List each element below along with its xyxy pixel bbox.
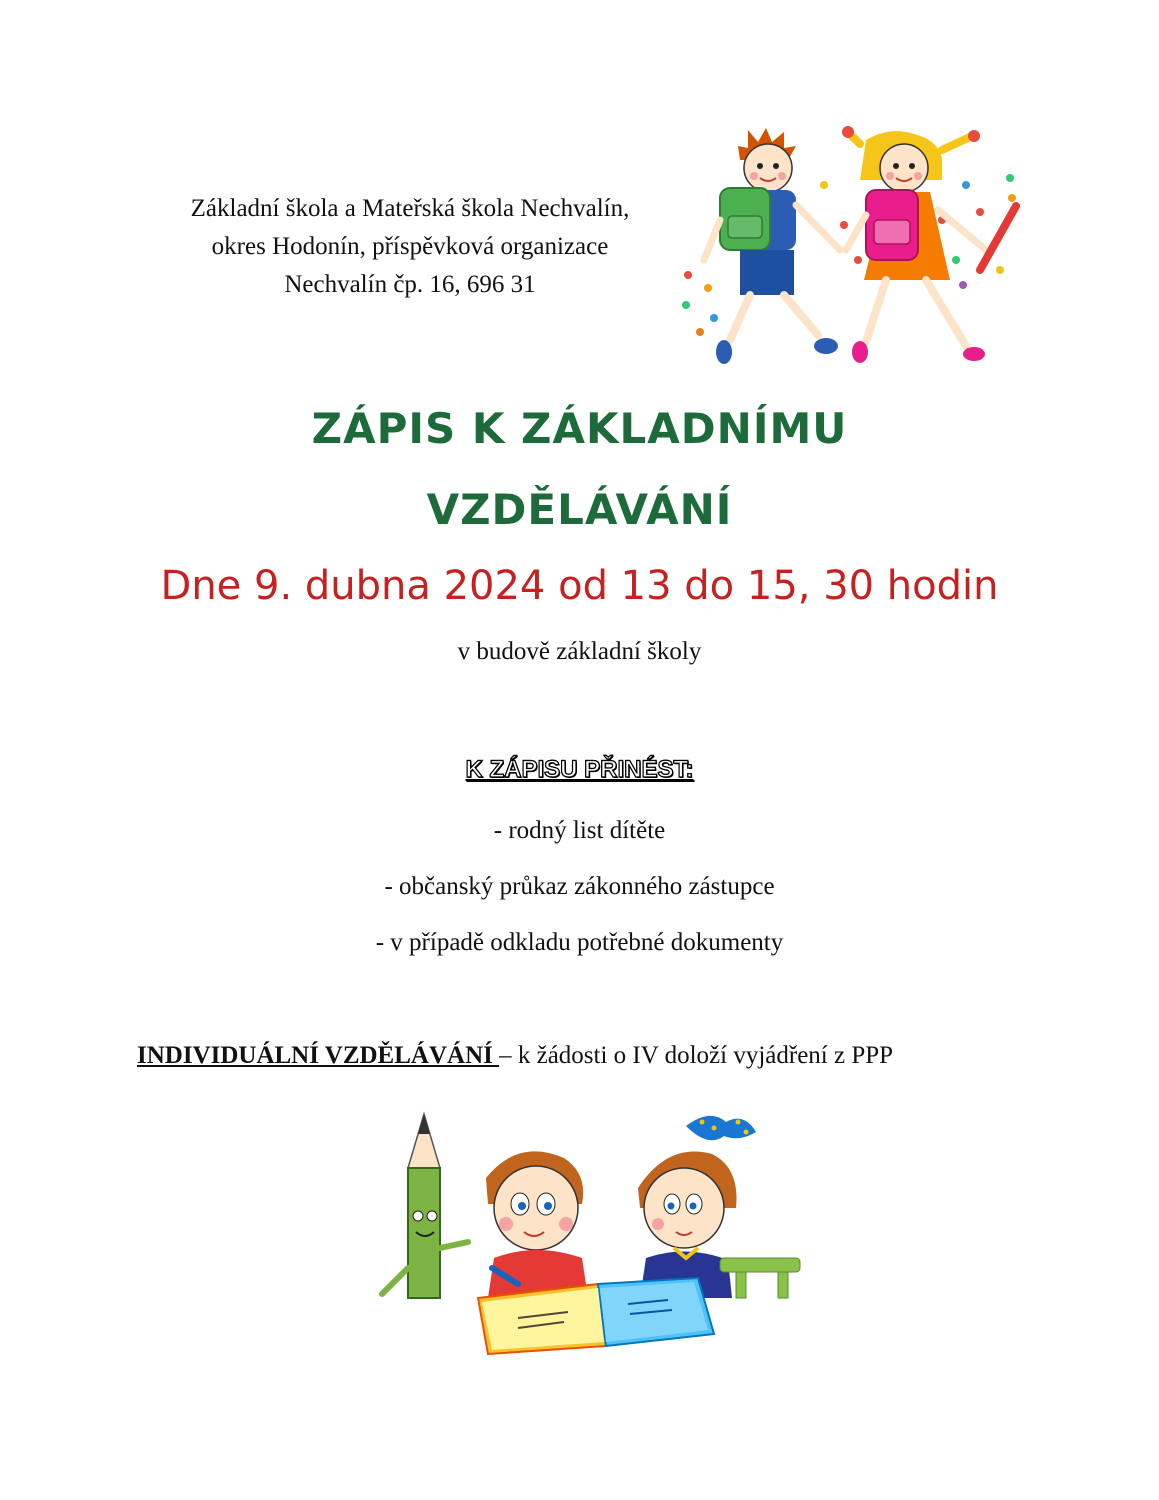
children-backpacks-illustration xyxy=(680,120,1050,370)
title-line-2: VZDĚLÁVÁNÍ xyxy=(426,485,733,534)
green-chair xyxy=(720,1258,800,1298)
title-line-1: ZÁPIS K ZÁKLADNÍMU xyxy=(311,404,848,453)
school-name: Základní škola a Mateřská škola Nechvalín, xyxy=(190,195,630,222)
bring-item: - občanský průkaz zákonného zástupce xyxy=(384,873,775,900)
bring-item: - v případě odkladu potřebné dokumenty xyxy=(375,929,784,956)
school-address xyxy=(130,190,690,304)
enrollment-date: Dne 9. dubna 2024 od 13 do 15, 30 hodin xyxy=(160,563,999,609)
school-street: Nechvalín čp. 16, 696 31 xyxy=(284,271,536,298)
enrollment-place: v budově základní školy xyxy=(457,638,702,665)
bring-item: - rodný list dítěte xyxy=(493,817,666,844)
individual-education-label: INDIVIDUÁLNÍ VZDĚLÁVÁNÍ xyxy=(137,1042,500,1069)
girl-figure xyxy=(842,126,1016,363)
boy-figure xyxy=(704,128,840,364)
school-district: okres Hodonín, příspěvková organizace xyxy=(211,233,609,260)
individual-education-text: – k žádosti o IV doloží vyjádření z PPP xyxy=(499,1042,894,1069)
pencil-character xyxy=(382,1114,468,1298)
children-reading-illustration xyxy=(368,1108,808,1358)
bring-heading xyxy=(0,756,1159,784)
individual-education-note xyxy=(137,1042,893,1070)
reading-boy-figure xyxy=(486,1151,588,1298)
bring-heading-text: K ZÁPISU PŘINÉST: xyxy=(465,756,694,783)
